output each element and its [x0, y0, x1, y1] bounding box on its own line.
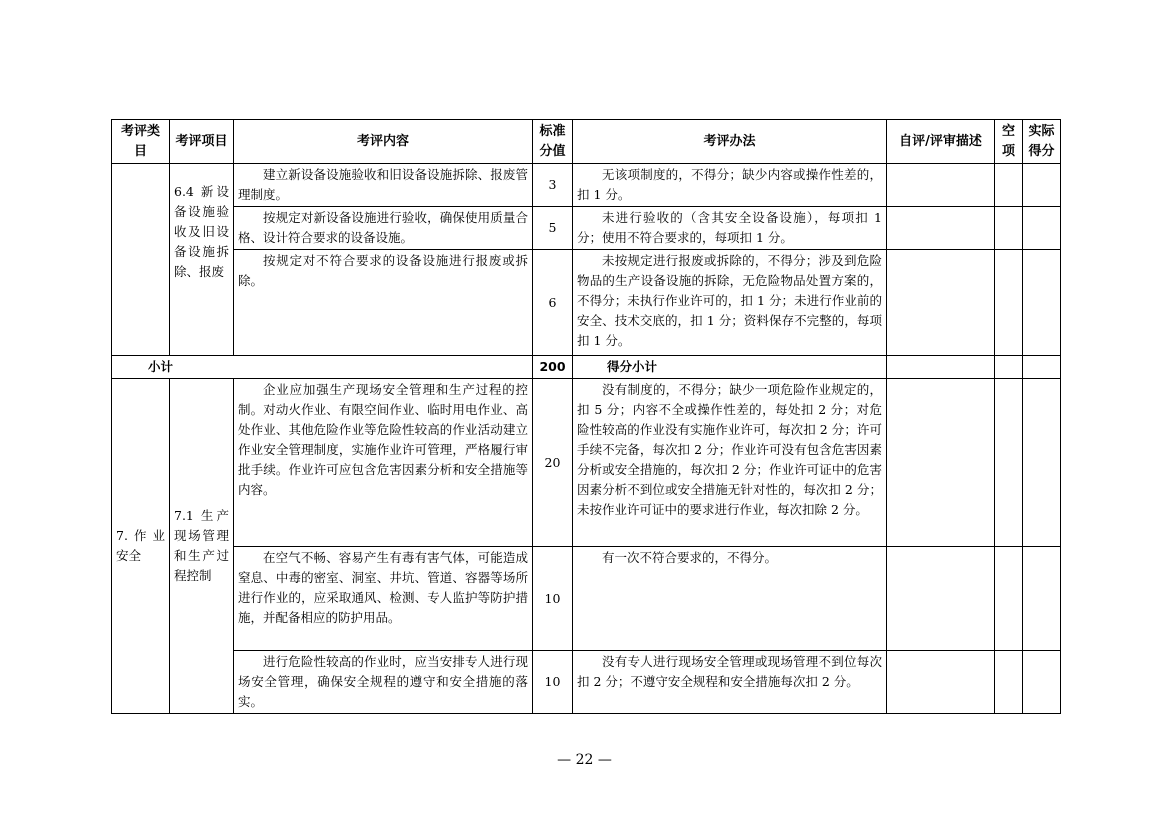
empty-item-cell[interactable]: [995, 651, 1023, 714]
table-row: [112, 207, 1061, 250]
category-cell: [112, 164, 170, 356]
content-cell: 按规定对新设备设施进行验收，确保使用质量合格、设计符合要求的设备设施。: [234, 207, 533, 250]
method-cell: 没有制度的，不得分；缺少一项危险作业规定的，扣 5 分；内容不全或操作性差的，每处扣 2 分；对危险性较高的作业没有实施作业许可，每次扣 2 分；许可手续不完备，每次扣 2 分；作业许可没有包含危害因素分析或安全措施的，每次扣 2 分；作业许可证中的危害因素分析不到位或安全措施无针对性的，每次扣 2 分；未按作业许可证中的要求进行作业，每次扣除 2 分。: [573, 379, 887, 547]
header-self-review: 自评/评审描述: [887, 120, 995, 164]
score-cell: 10: [533, 651, 573, 714]
table-row: [112, 250, 1061, 356]
item-cell: 7.1 生产现场管理和生产过程控制: [170, 379, 234, 714]
table-row: [112, 651, 1061, 714]
score-cell: 3: [533, 164, 573, 207]
actual-score-cell[interactable]: [1023, 651, 1061, 714]
method-cell: 未按规定进行报废或拆除的，不得分；涉及到危险物品的生产设备设施的拆除，无危险物品处置方案的，不得分；未执行作业许可的，扣 1 分；未进行作业前的安全、技术交底的，扣 1 分；资料保存不完整的，每项扣 1 分。: [573, 250, 887, 356]
empty-item-cell[interactable]: [995, 379, 1023, 547]
item-cell: 6.4 新设备设施验收及旧设备设施拆除、报废: [170, 164, 234, 356]
score-cell: 5: [533, 207, 573, 250]
self-review-cell[interactable]: [887, 379, 995, 547]
score-cell: 6: [533, 250, 573, 356]
header-method: 考评办法: [573, 120, 887, 164]
subtotal-label: 小计: [112, 356, 533, 379]
actual-score-cell[interactable]: [1023, 164, 1061, 207]
content-cell: 按规定对不符合要求的设备设施进行报废或拆除。: [234, 250, 533, 356]
actual-score-cell[interactable]: [1023, 207, 1061, 250]
table-row: [112, 547, 1061, 651]
empty-item-cell[interactable]: [995, 356, 1023, 379]
subtotal-row: [112, 356, 1061, 379]
header-empty-item: 空项: [995, 120, 1023, 164]
self-review-cell[interactable]: [887, 250, 995, 356]
header-standard-score: 标准分值: [533, 120, 573, 164]
actual-score-cell[interactable]: [1023, 379, 1061, 547]
empty-item-cell[interactable]: [995, 207, 1023, 250]
table-row: [112, 164, 1061, 207]
self-review-cell[interactable]: [887, 164, 995, 207]
score-cell: 20: [533, 379, 573, 547]
evaluation-table: [111, 119, 1061, 714]
self-review-cell[interactable]: [887, 356, 995, 379]
subtotal-score: 200: [533, 356, 573, 379]
score-cell: 10: [533, 547, 573, 651]
self-review-cell[interactable]: [887, 651, 995, 714]
self-review-cell[interactable]: [887, 547, 995, 651]
content-cell: 企业应加强生产现场安全管理和生产过程的控制。对动火作业、有限空间作业、临时用电作业、高处作业、其他危险作业等危险性较高的作业活动建立作业安全管理制度，实施作业许可管理，严格履行审批手续。作业许可应包含危害因素分析和安全措施等内容。: [234, 379, 533, 547]
actual-score-cell[interactable]: [1023, 547, 1061, 651]
method-cell: 有一次不符合要求的，不得分。: [573, 547, 887, 651]
content-cell: 建立新设备设施验收和旧设备设施拆除、报废管理制度。: [234, 164, 533, 207]
table-row: [112, 379, 1061, 547]
self-review-cell[interactable]: [887, 207, 995, 250]
header-row: [112, 120, 1061, 164]
empty-item-cell[interactable]: [995, 250, 1023, 356]
header-content: 考评内容: [234, 120, 533, 164]
method-cell: 未进行验收的（含其安全设备设施），每项扣 1 分；使用不符合要求的，每项扣 1 分。: [573, 207, 887, 250]
actual-score-cell[interactable]: [1023, 250, 1061, 356]
actual-score-cell[interactable]: [1023, 356, 1061, 379]
method-cell: 无该项制度的，不得分；缺少内容或操作性差的，扣 1 分。: [573, 164, 887, 207]
subtotal-score-label: 得分小计: [573, 356, 887, 379]
category-cell: 7.作业安全: [112, 379, 170, 714]
header-item: 考评项目: [170, 120, 234, 164]
header-actual-score: 实际得分: [1023, 120, 1061, 164]
empty-item-cell[interactable]: [995, 547, 1023, 651]
method-cell: 没有专人进行现场安全管理或现场管理不到位每次扣 2 分；不遵守安全规程和安全措施每次扣 2 分。: [573, 651, 887, 714]
header-category: 考评类目: [112, 120, 170, 164]
empty-item-cell[interactable]: [995, 164, 1023, 207]
page-number: — 22 —: [557, 752, 612, 768]
content-cell: 在空气不畅、容易产生有毒有害气体，可能造成窒息、中毒的密室、洞室、井坑、管道、容器等场所进行作业的，应采取通风、检测、专人监护等防护措施，并配备相应的防护用品。: [234, 547, 533, 651]
content-cell: 进行危险性较高的作业时，应当安排专人进行现场安全管理，确保安全规程的遵守和安全措施的落实。: [234, 651, 533, 714]
